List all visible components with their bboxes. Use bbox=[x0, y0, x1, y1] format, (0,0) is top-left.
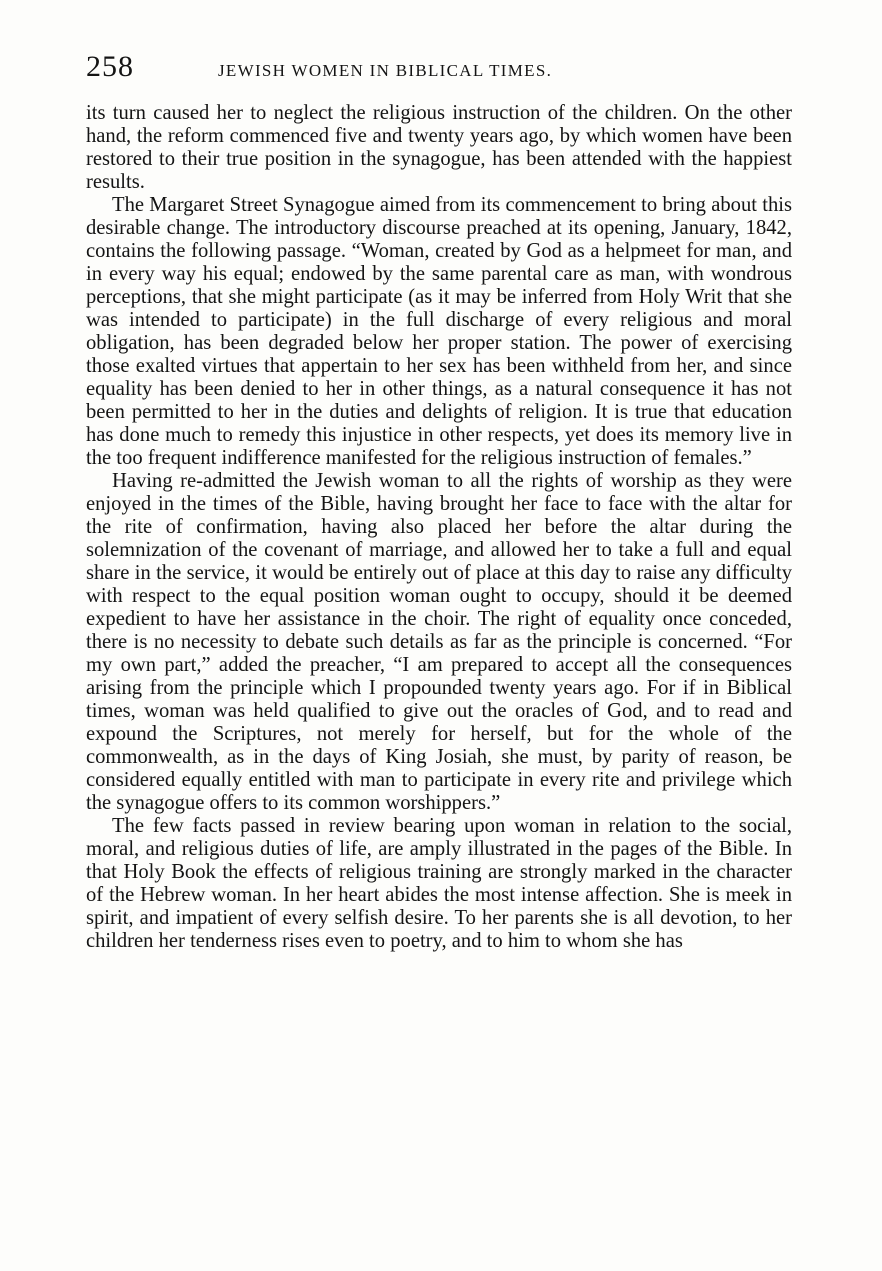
paragraph-continuation: its turn caused her to neglect the religious instruction of the children. On the other hand, the reform commenced five and twenty years ago, by which women have been restored to their true position in the synagogue, has been attended with the happiest results. bbox=[86, 102, 792, 193]
paragraph-readmitted: Having re-admitted the Jewish woman to all the rights of worship as they were enjoyed in the times of the Bible, having brought her face to face with the altar for the rite of confirmation, having also placed her before the altar during the solemnization of the covenant of marriage, and allowed her to take a full and equal share in the service, it would be entirely out of place at this day to raise any difficulty with respect to the equal position woman ought to occupy, should it be deemed expedient to have her assistance in the choir. The right of equality once conceded, there is no necessity to debate such details as far as the principle is concerned. “For my own part,” added the preacher, “I am prepared to accept all the consequences arising from the principle which I propounded twenty years ago. For if in Biblical times, woman was held qualified to give out the oracles of God, and to read and expound the Scriptures, not merely for herself, but for the whole of the commonwealth, as in the days of King Josiah, she must, by parity of reason, be considered equally entitled with man to participate in every rite and privilege which the synagogue offers to its common worshippers.” bbox=[86, 470, 792, 814]
page-number: 258 bbox=[86, 50, 134, 83]
body-text bbox=[86, 102, 792, 953]
page-header bbox=[86, 50, 796, 86]
running-title: JEWISH WOMEN IN BIBLICAL TIMES. bbox=[218, 61, 553, 80]
paragraph-margaret-street: The Margaret Street Synagogue aimed from its commencement to bring about this desirable change. The introductory discourse preached at its opening, January, 1842, contains the following passage. “Woman, created by God as a helpmeet for man, and in every way his equal; endowed by the same parental care as man, with wondrous perceptions, that she might participate (as it may be inferred from Holy Writ that she was intended to participate) in the full discharge of every religious and moral obligation, has been degraded below her proper station. The power of exercising those exalted virtues that appertain to her sex has been withheld from her, and since equality has been denied to her in other things, as a natural consequence it has not been permitted to her in the duties and delights of religion. It is true that education has done much to remedy this injustice in other respects, yet does its memory live in the too frequent indifference manifested for the religious instruction of females.” bbox=[86, 194, 792, 469]
paragraph-few-facts: The few facts passed in review bearing upon woman in relation to the social, moral, and religious duties of life, are amply illustrated in the pages of the Bible. In that Holy Book the effects of religious training are strongly marked in the character of the Hebrew woman. In her heart abides the most intense affection. She is meek in spirit, and impatient of every selfish desire. To her parents she is all devotion, to her children her tenderness rises even to poetry, and to him to whom she has bbox=[86, 815, 792, 952]
